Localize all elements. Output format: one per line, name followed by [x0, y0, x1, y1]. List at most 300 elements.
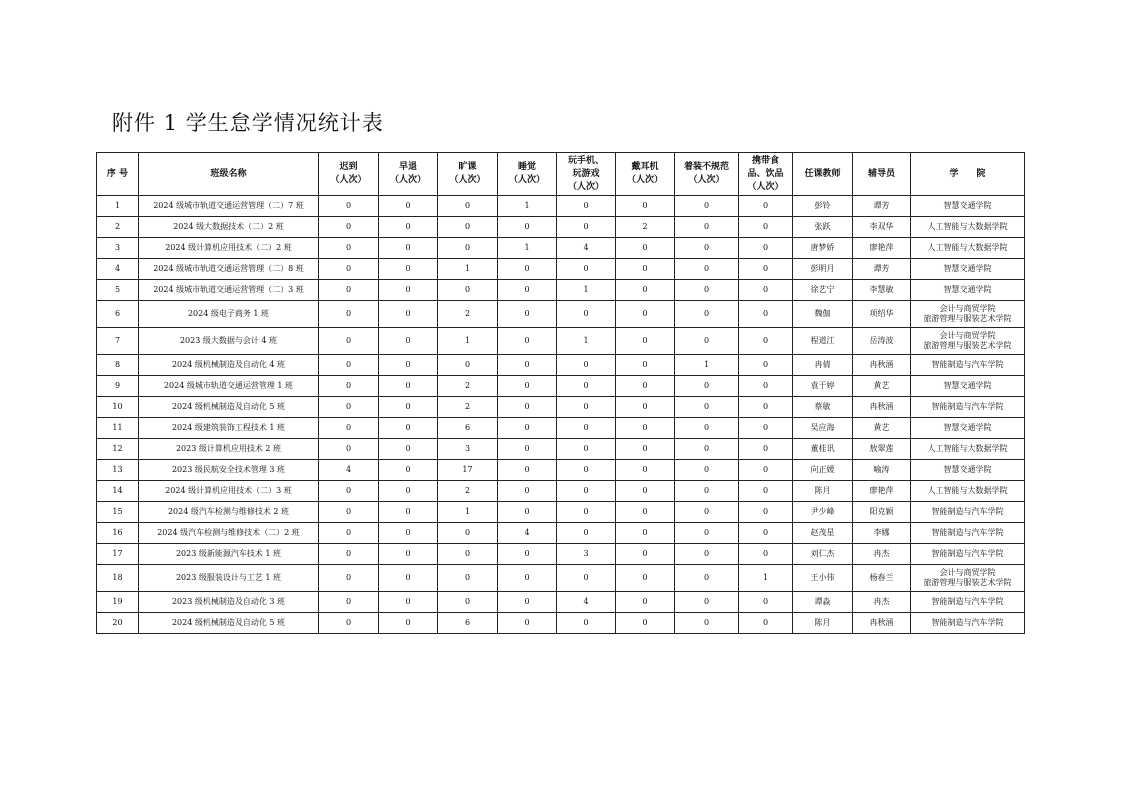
cell-earphones: 0: [616, 544, 675, 565]
cell-teacher: 蔡敏: [793, 397, 853, 418]
column-header-sleep: [498, 153, 557, 196]
column-header-label: 玩游戏: [572, 168, 600, 179]
cell-food-drink: 0: [739, 355, 793, 376]
cell-absent: 0: [438, 355, 498, 376]
cell-dress-code: 0: [675, 439, 739, 460]
column-header-index: [97, 153, 139, 196]
cell-earphones: 0: [616, 523, 675, 544]
cell-food-drink: 0: [739, 481, 793, 502]
column-header-late: [319, 153, 379, 196]
cell-counselor: 项绍华: [853, 301, 911, 328]
column-header-early-leave: [379, 153, 438, 196]
cell-food-drink: 0: [739, 280, 793, 301]
cell-counselor: 岳涛波: [853, 328, 911, 355]
table-body: [97, 196, 1025, 634]
college-line: 智慧交通学院: [943, 465, 992, 474]
cell-dress-code: 1: [675, 355, 739, 376]
cell-teacher: 刘仁杰: [793, 544, 853, 565]
cell-earphones: 0: [616, 196, 675, 217]
cell-absent: 6: [438, 418, 498, 439]
cell-class-name: 2023 级新能源汽车技术 1 班: [139, 544, 319, 565]
table-row: [97, 217, 1025, 238]
cell-teacher: 陈月: [793, 613, 853, 634]
cell-dress-code: 0: [675, 544, 739, 565]
cell-late: 0: [319, 502, 379, 523]
cell-late: 0: [319, 376, 379, 397]
college-line: 会计与商贸学院: [939, 331, 996, 340]
cell-food-drink: 0: [739, 502, 793, 523]
cell-dress-code: 0: [675, 397, 739, 418]
cell-earphones: 0: [616, 397, 675, 418]
cell-late: 0: [319, 217, 379, 238]
table-row: [97, 196, 1025, 217]
cell-counselor: 廖艳萍: [853, 238, 911, 259]
cell-class-name: 2024 级汽车检测与维修技术（二）2 班: [139, 523, 319, 544]
cell-early-leave: 0: [379, 259, 438, 280]
cell-late: 0: [319, 481, 379, 502]
cell-index: 13: [97, 460, 139, 481]
cell-index: 4: [97, 259, 139, 280]
cell-early-leave: 0: [379, 301, 438, 328]
cell-index: 17: [97, 544, 139, 565]
cell-absent: 2: [438, 481, 498, 502]
college-line: 人工智能与大数据学院: [927, 444, 1008, 453]
column-header-label: （人次）: [626, 175, 663, 185]
cell-sleep: 0: [498, 481, 557, 502]
column-header-label: 戴耳机: [631, 162, 659, 172]
cell-food-drink: 0: [739, 259, 793, 280]
cell-absent: 1: [438, 502, 498, 523]
cell-counselor: 喻涛: [853, 460, 911, 481]
cell-counselor: 冉秋涵: [853, 397, 911, 418]
cell-earphones: 0: [616, 418, 675, 439]
cell-class-name: 2024 级机械制造及自动化 5 班: [139, 397, 319, 418]
cell-sleep: 0: [498, 328, 557, 355]
cell-index: 1: [97, 196, 139, 217]
cell-absent: 0: [438, 565, 498, 592]
cell-early-leave: 0: [379, 502, 438, 523]
cell-early-leave: 0: [379, 196, 438, 217]
cell-absent: 0: [438, 592, 498, 613]
table-row: [97, 238, 1025, 259]
cell-earphones: 0: [616, 460, 675, 481]
cell-earphones: 0: [616, 592, 675, 613]
college-line: 智慧交通学院: [943, 285, 992, 294]
cell-absent: 3: [438, 439, 498, 460]
attendance-stats-table: [96, 152, 1025, 634]
cell-phone-games: 0: [557, 481, 616, 502]
cell-earphones: 0: [616, 355, 675, 376]
column-header-label: （人次）: [449, 175, 486, 185]
cell-college: [911, 376, 1025, 397]
cell-absent: 0: [438, 217, 498, 238]
cell-counselor: 杨春兰: [853, 565, 911, 592]
cell-early-leave: 0: [379, 328, 438, 355]
column-header-label: 辅导员: [867, 168, 895, 179]
cell-earphones: 2: [616, 217, 675, 238]
cell-early-leave: 0: [379, 481, 438, 502]
college-line: 人工智能与大数据学院: [927, 486, 1008, 495]
cell-early-leave: 0: [379, 592, 438, 613]
college-line: 旅游管理与服装艺术学院: [923, 578, 1012, 587]
column-header-label: 旷课: [458, 162, 477, 172]
column-header-food-drink: [739, 153, 793, 196]
cell-phone-games: 0: [557, 196, 616, 217]
cell-class-name: 2024 级机械制造及自动化 5 班: [139, 613, 319, 634]
table-row: [97, 502, 1025, 523]
column-header-label: 着装不规范: [683, 162, 729, 172]
cell-college: [911, 217, 1025, 238]
cell-absent: 0: [438, 238, 498, 259]
cell-phone-games: 0: [557, 523, 616, 544]
cell-earphones: 0: [616, 259, 675, 280]
cell-early-leave: 0: [379, 355, 438, 376]
cell-food-drink: 0: [739, 523, 793, 544]
cell-late: 0: [319, 196, 379, 217]
cell-counselor: 阳克颖: [853, 502, 911, 523]
table-row: [97, 301, 1025, 328]
table-row: [97, 613, 1025, 634]
cell-phone-games: 0: [557, 217, 616, 238]
column-header-label: 早退: [398, 162, 417, 172]
cell-class-name: 2023 级计算机应用技术 2 班: [139, 439, 319, 460]
cell-college: [911, 481, 1025, 502]
cell-index: 6: [97, 301, 139, 328]
cell-college: [911, 196, 1025, 217]
cell-earphones: 0: [616, 481, 675, 502]
cell-dress-code: 0: [675, 565, 739, 592]
table-row: [97, 259, 1025, 280]
cell-index: 11: [97, 418, 139, 439]
cell-food-drink: 0: [739, 460, 793, 481]
cell-late: 0: [319, 259, 379, 280]
document-title: 附件 1 学生怠学情况统计表: [112, 111, 384, 135]
cell-phone-games: 0: [557, 613, 616, 634]
cell-college: [911, 280, 1025, 301]
cell-class-name: 2024 级城市轨道交通运营管理 1 班: [139, 376, 319, 397]
cell-college: [911, 592, 1025, 613]
cell-phone-games: 4: [557, 592, 616, 613]
cell-absent: 1: [438, 259, 498, 280]
cell-earphones: 0: [616, 613, 675, 634]
column-header-label: （人次）: [330, 175, 367, 185]
cell-teacher: 唐梦娇: [793, 238, 853, 259]
cell-dress-code: 0: [675, 238, 739, 259]
cell-early-leave: 0: [379, 565, 438, 592]
cell-counselor: 黄艺: [853, 418, 911, 439]
cell-early-leave: 0: [379, 418, 438, 439]
cell-late: 0: [319, 301, 379, 328]
cell-absent: 0: [438, 280, 498, 301]
cell-dress-code: 0: [675, 502, 739, 523]
cell-counselor: 李慧敏: [853, 280, 911, 301]
cell-sleep: 0: [498, 592, 557, 613]
cell-class-name: 2024 级大数据技术（二）2 班: [139, 217, 319, 238]
cell-late: 0: [319, 439, 379, 460]
college-line: 智慧交通学院: [943, 264, 992, 273]
table-row: [97, 481, 1025, 502]
cell-index: 20: [97, 613, 139, 634]
cell-dress-code: 0: [675, 280, 739, 301]
cell-absent: 0: [438, 196, 498, 217]
cell-class-name: 2023 级大数据与会计 4 班: [139, 328, 319, 355]
college-line: 智能制造与汽车学院: [931, 549, 1004, 558]
table-header-row: [97, 153, 1025, 196]
cell-earphones: 0: [616, 565, 675, 592]
table-row: [97, 397, 1025, 418]
cell-food-drink: 0: [739, 418, 793, 439]
cell-earphones: 0: [616, 301, 675, 328]
cell-teacher: 彭铃: [793, 196, 853, 217]
cell-teacher: 魏伽: [793, 301, 853, 328]
cell-class-name: 2024 级城市轨道交通运营管理（二）8 班: [139, 259, 319, 280]
college-line: 会计与商贸学院: [939, 568, 996, 577]
college-line: 智能制造与汽车学院: [931, 402, 1004, 411]
cell-food-drink: 0: [739, 328, 793, 355]
cell-absent: 2: [438, 397, 498, 418]
cell-class-name: 2024 级计算机应用技术（二）2 班: [139, 238, 319, 259]
column-header-class-name: [139, 153, 319, 196]
cell-late: 0: [319, 565, 379, 592]
cell-late: 0: [319, 592, 379, 613]
cell-phone-games: 1: [557, 280, 616, 301]
cell-late: 4: [319, 460, 379, 481]
column-header-earphones: [616, 153, 675, 196]
college-line: 智慧交通学院: [943, 201, 992, 210]
cell-phone-games: 0: [557, 355, 616, 376]
cell-counselor: 冉秋涵: [853, 613, 911, 634]
cell-phone-games: 1: [557, 328, 616, 355]
cell-late: 0: [319, 280, 379, 301]
cell-earphones: 0: [616, 376, 675, 397]
cell-class-name: 2024 级汽车检测与维修技术 2 班: [139, 502, 319, 523]
cell-teacher: 尹少峰: [793, 502, 853, 523]
cell-index: 16: [97, 523, 139, 544]
cell-phone-games: 4: [557, 238, 616, 259]
cell-dress-code: 0: [675, 217, 739, 238]
cell-college: [911, 439, 1025, 460]
cell-counselor: 廖艳萍: [853, 481, 911, 502]
cell-college: [911, 460, 1025, 481]
table-row: [97, 439, 1025, 460]
cell-absent: 0: [438, 544, 498, 565]
cell-index: 8: [97, 355, 139, 376]
cell-late: 0: [319, 418, 379, 439]
cell-dress-code: 0: [675, 481, 739, 502]
cell-sleep: 0: [498, 376, 557, 397]
column-header-dress-code: [675, 153, 739, 196]
cell-class-name: 2023 级机械制造及自动化 3 班: [139, 592, 319, 613]
table-row: [97, 544, 1025, 565]
column-header-label: （人次）: [567, 181, 604, 192]
column-header-phone-games: [557, 153, 616, 196]
cell-late: 0: [319, 328, 379, 355]
cell-food-drink: 0: [739, 217, 793, 238]
cell-dress-code: 0: [675, 196, 739, 217]
cell-phone-games: 0: [557, 565, 616, 592]
cell-index: 7: [97, 328, 139, 355]
cell-late: 0: [319, 397, 379, 418]
cell-absent: 2: [438, 301, 498, 328]
cell-class-name: 2024 级城市轨道交通运营管理（二）7 班: [139, 196, 319, 217]
cell-early-leave: 0: [379, 280, 438, 301]
cell-dress-code: 0: [675, 460, 739, 481]
cell-college: [911, 523, 1025, 544]
cell-sleep: 0: [498, 439, 557, 460]
cell-teacher: 袁于婷: [793, 376, 853, 397]
cell-early-leave: 0: [379, 460, 438, 481]
cell-teacher: 彭明月: [793, 259, 853, 280]
cell-teacher: 程道江: [793, 328, 853, 355]
cell-late: 0: [319, 613, 379, 634]
column-header-label: 学 院: [949, 168, 986, 179]
cell-college: [911, 502, 1025, 523]
table-row: [97, 418, 1025, 439]
cell-class-name: 2024 级电子商务 1 班: [139, 301, 319, 328]
cell-absent: 0: [438, 523, 498, 544]
cell-class-name: 2024 级城市轨道交通运营管理（二）3 班: [139, 280, 319, 301]
column-header-teacher: [793, 153, 853, 196]
cell-teacher: 张跃: [793, 217, 853, 238]
cell-class-name: 2024 级机械制造及自动化 4 班: [139, 355, 319, 376]
cell-teacher: 谭淼: [793, 592, 853, 613]
column-header-counselor: [853, 153, 911, 196]
cell-absent: 1: [438, 328, 498, 355]
cell-index: 10: [97, 397, 139, 418]
cell-phone-games: 0: [557, 460, 616, 481]
college-line: 智能制造与汽车学院: [931, 507, 1004, 516]
cell-early-leave: 0: [379, 544, 438, 565]
column-header-label: （人次）: [508, 175, 545, 185]
cell-counselor: 李娜: [853, 523, 911, 544]
cell-phone-games: 0: [557, 301, 616, 328]
cell-early-leave: 0: [379, 238, 438, 259]
cell-earphones: 0: [616, 238, 675, 259]
cell-dress-code: 0: [675, 613, 739, 634]
cell-index: 12: [97, 439, 139, 460]
cell-dress-code: 0: [675, 301, 739, 328]
table-row: [97, 280, 1025, 301]
college-line: 会计与商贸学院: [939, 304, 996, 313]
cell-food-drink: 0: [739, 301, 793, 328]
college-line: 智慧交通学院: [943, 423, 992, 432]
cell-index: 19: [97, 592, 139, 613]
cell-food-drink: 0: [739, 592, 793, 613]
cell-sleep: 0: [498, 565, 557, 592]
cell-early-leave: 0: [379, 376, 438, 397]
column-header-label: 携带食: [751, 155, 779, 166]
cell-teacher: 董桂讯: [793, 439, 853, 460]
cell-sleep: 4: [498, 523, 557, 544]
cell-sleep: 1: [498, 238, 557, 259]
cell-sleep: 1: [498, 196, 557, 217]
cell-counselor: 敖翠莲: [853, 439, 911, 460]
cell-college: [911, 301, 1025, 328]
cell-index: 18: [97, 565, 139, 592]
column-header-label: （人次）: [688, 175, 725, 185]
cell-early-leave: 0: [379, 217, 438, 238]
table-row: [97, 592, 1025, 613]
cell-late: 0: [319, 355, 379, 376]
cell-college: [911, 355, 1025, 376]
column-header-label: 睡觉: [517, 162, 536, 172]
cell-phone-games: 0: [557, 376, 616, 397]
column-header-label: （人次）: [389, 175, 426, 185]
column-header-label: 迟到: [339, 162, 358, 172]
cell-phone-games: 0: [557, 397, 616, 418]
cell-counselor: 谭芳: [853, 259, 911, 280]
cell-teacher: 陈月: [793, 481, 853, 502]
column-header-label: 品、饮品: [747, 168, 784, 179]
cell-college: [911, 418, 1025, 439]
college-line: 旅游管理与服装艺术学院: [923, 341, 1012, 350]
college-line: 智能制造与汽车学院: [931, 360, 1004, 369]
cell-college: [911, 238, 1025, 259]
cell-college: [911, 259, 1025, 280]
cell-sleep: 0: [498, 217, 557, 238]
cell-late: 0: [319, 523, 379, 544]
cell-earphones: 0: [616, 280, 675, 301]
cell-food-drink: 0: [739, 397, 793, 418]
cell-sleep: 0: [498, 397, 557, 418]
cell-absent: 2: [438, 376, 498, 397]
cell-late: 0: [319, 238, 379, 259]
cell-early-leave: 0: [379, 397, 438, 418]
table-row: [97, 355, 1025, 376]
cell-earphones: 0: [616, 328, 675, 355]
table-row: [97, 523, 1025, 544]
college-line: 人工智能与大数据学院: [927, 222, 1008, 231]
cell-counselor: 冉秋涵: [853, 355, 911, 376]
column-header-label: 任课教师: [804, 168, 841, 179]
cell-absent: 6: [438, 613, 498, 634]
column-header-label: 班级名称: [210, 168, 247, 179]
cell-sleep: 0: [498, 259, 557, 280]
college-line: 智能制造与汽车学院: [931, 618, 1004, 627]
cell-sleep: 0: [498, 544, 557, 565]
cell-absent: 17: [438, 460, 498, 481]
cell-teacher: 向正媛: [793, 460, 853, 481]
cell-counselor: 冉杰: [853, 592, 911, 613]
cell-early-leave: 0: [379, 439, 438, 460]
cell-food-drink: 0: [739, 376, 793, 397]
cell-sleep: 0: [498, 613, 557, 634]
cell-dress-code: 0: [675, 376, 739, 397]
cell-food-drink: 0: [739, 439, 793, 460]
cell-dress-code: 0: [675, 418, 739, 439]
column-header-absent: [438, 153, 498, 196]
cell-counselor: 冉杰: [853, 544, 911, 565]
college-line: 人工智能与大数据学院: [927, 243, 1008, 252]
cell-phone-games: 0: [557, 418, 616, 439]
cell-food-drink: 0: [739, 238, 793, 259]
cell-teacher: 徐艺宁: [793, 280, 853, 301]
cell-sleep: 0: [498, 280, 557, 301]
cell-college: [911, 613, 1025, 634]
table-row: [97, 460, 1025, 481]
cell-class-name: 2023 级民航安全技术管理 3 班: [139, 460, 319, 481]
cell-sleep: 0: [498, 502, 557, 523]
cell-earphones: 0: [616, 439, 675, 460]
column-header-label: 玩手机、: [567, 155, 604, 166]
cell-index: 5: [97, 280, 139, 301]
cell-college: [911, 397, 1025, 418]
table-row: [97, 565, 1025, 592]
column-header-label: 序 号: [106, 168, 129, 179]
cell-counselor: 谭芳: [853, 196, 911, 217]
cell-counselor: 黄艺: [853, 376, 911, 397]
column-header-label: （人次）: [747, 181, 784, 192]
